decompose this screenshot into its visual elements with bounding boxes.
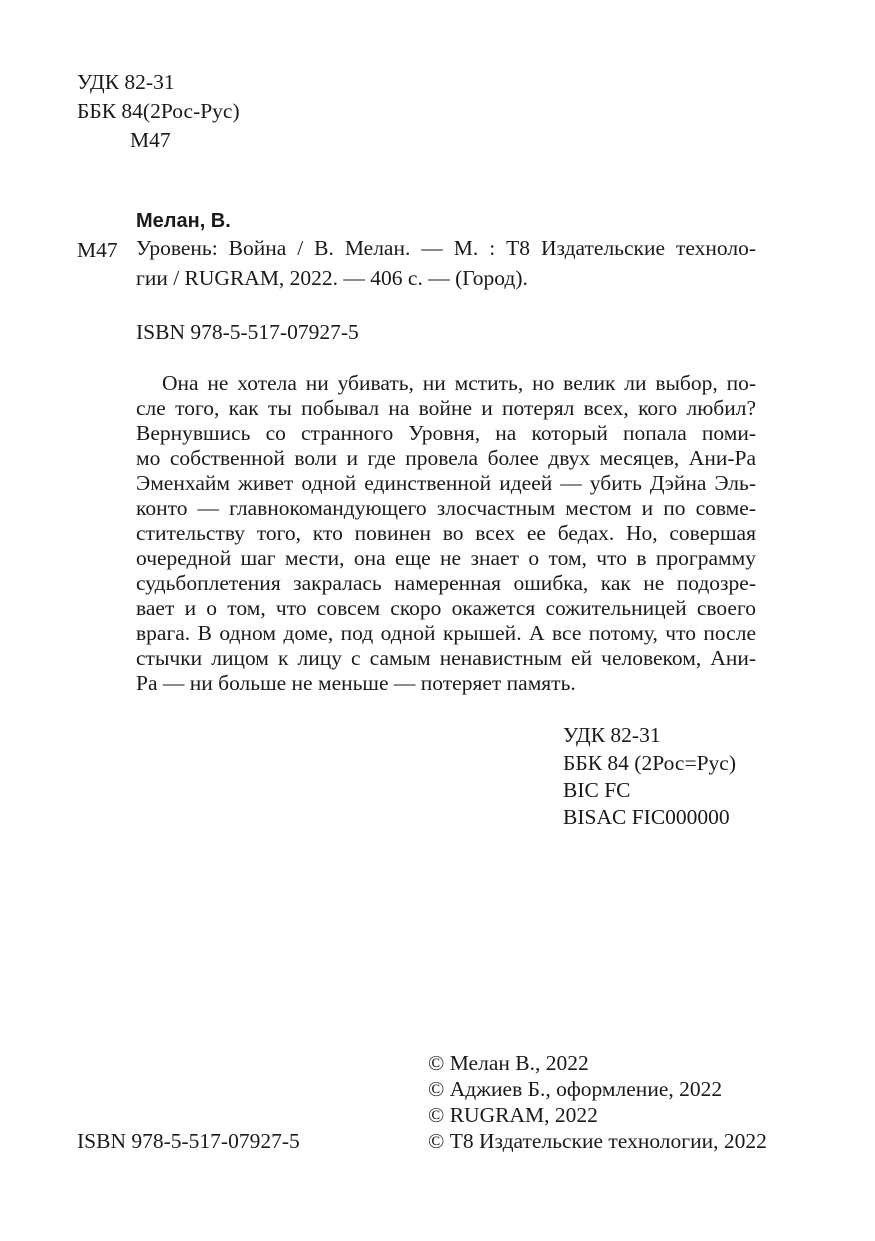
class-bisac: BISAC FIC000000	[563, 805, 730, 829]
header-bbk: ББК 84(2Рос-Рус)	[77, 99, 240, 123]
annotation-line: Вернувшись со странного Уровня, на который попала поми-	[136, 421, 756, 445]
bibliography-line-1: Уровень: Война / В. Мелан. — М. : Т8 Издательские техноло-	[136, 236, 756, 260]
class-bbk: ББК 84 (2Рос=Рус)	[563, 751, 736, 775]
copyright-line: © RUGRAM, 2022	[428, 1103, 598, 1127]
annotation-line: Ра — ни больше не меньше — потеряет память.	[136, 671, 576, 695]
annotation-line: конто — главнокомандующего злосчастным местом и по совме-	[136, 496, 756, 520]
book-author: Мелан, В.	[136, 210, 231, 232]
annotation-line: очередной шаг мести, она еще не знает о том, что в программу	[136, 546, 756, 570]
class-udk: УДК 82-31	[563, 723, 661, 747]
author-mark: М47	[77, 238, 118, 262]
annotation-line: стычки лицом к лицу с самым ненавистным ей человеком, Ани-	[136, 646, 756, 670]
footer-isbn: ISBN 978-5-517-07927-5	[77, 1129, 300, 1153]
header-author-mark: М47	[130, 128, 171, 152]
copyright-line: © Мелан В., 2022	[428, 1051, 589, 1075]
class-bic: BIC FC	[563, 778, 631, 802]
annotation-line: мо собственной воли и где провела более двух месяцев, Ани-Ра	[136, 446, 756, 470]
annotation-line: судьбоплетения закралась намеренная ошибка, как не подозре-	[136, 571, 756, 595]
annotation-line: врага. В одном доме, под одной крышей. А все потому, что после	[136, 621, 756, 645]
copyright-line: © Т8 Издательские технологии, 2022	[428, 1129, 767, 1153]
bibliography-isbn: ISBN 978-5-517-07927-5	[136, 320, 359, 344]
bibliography-line-2: гии / RUGRAM, 2022. — 406 с. — (Город).	[136, 266, 528, 290]
header-udk: УДК 82-31	[77, 70, 175, 94]
annotation-line: Она не хотела ни убивать, ни мстить, но велик ли выбор, по-	[162, 371, 756, 395]
annotation-line: Эменхайм живет одной единственной идеей — убить Дэйна Эль-	[136, 471, 756, 495]
annotation-line: сле того, как ты побывал на войне и потерял всех, кого любил?	[136, 396, 756, 420]
copyright-line: © Аджиев Б., оформление, 2022	[428, 1077, 723, 1101]
annotation-line: вает и о том, что совсем скоро окажется сожительницей своего	[136, 596, 756, 620]
annotation-line: стительству того, кто повинен во всех ее бедах. Но, совершая	[136, 521, 756, 545]
